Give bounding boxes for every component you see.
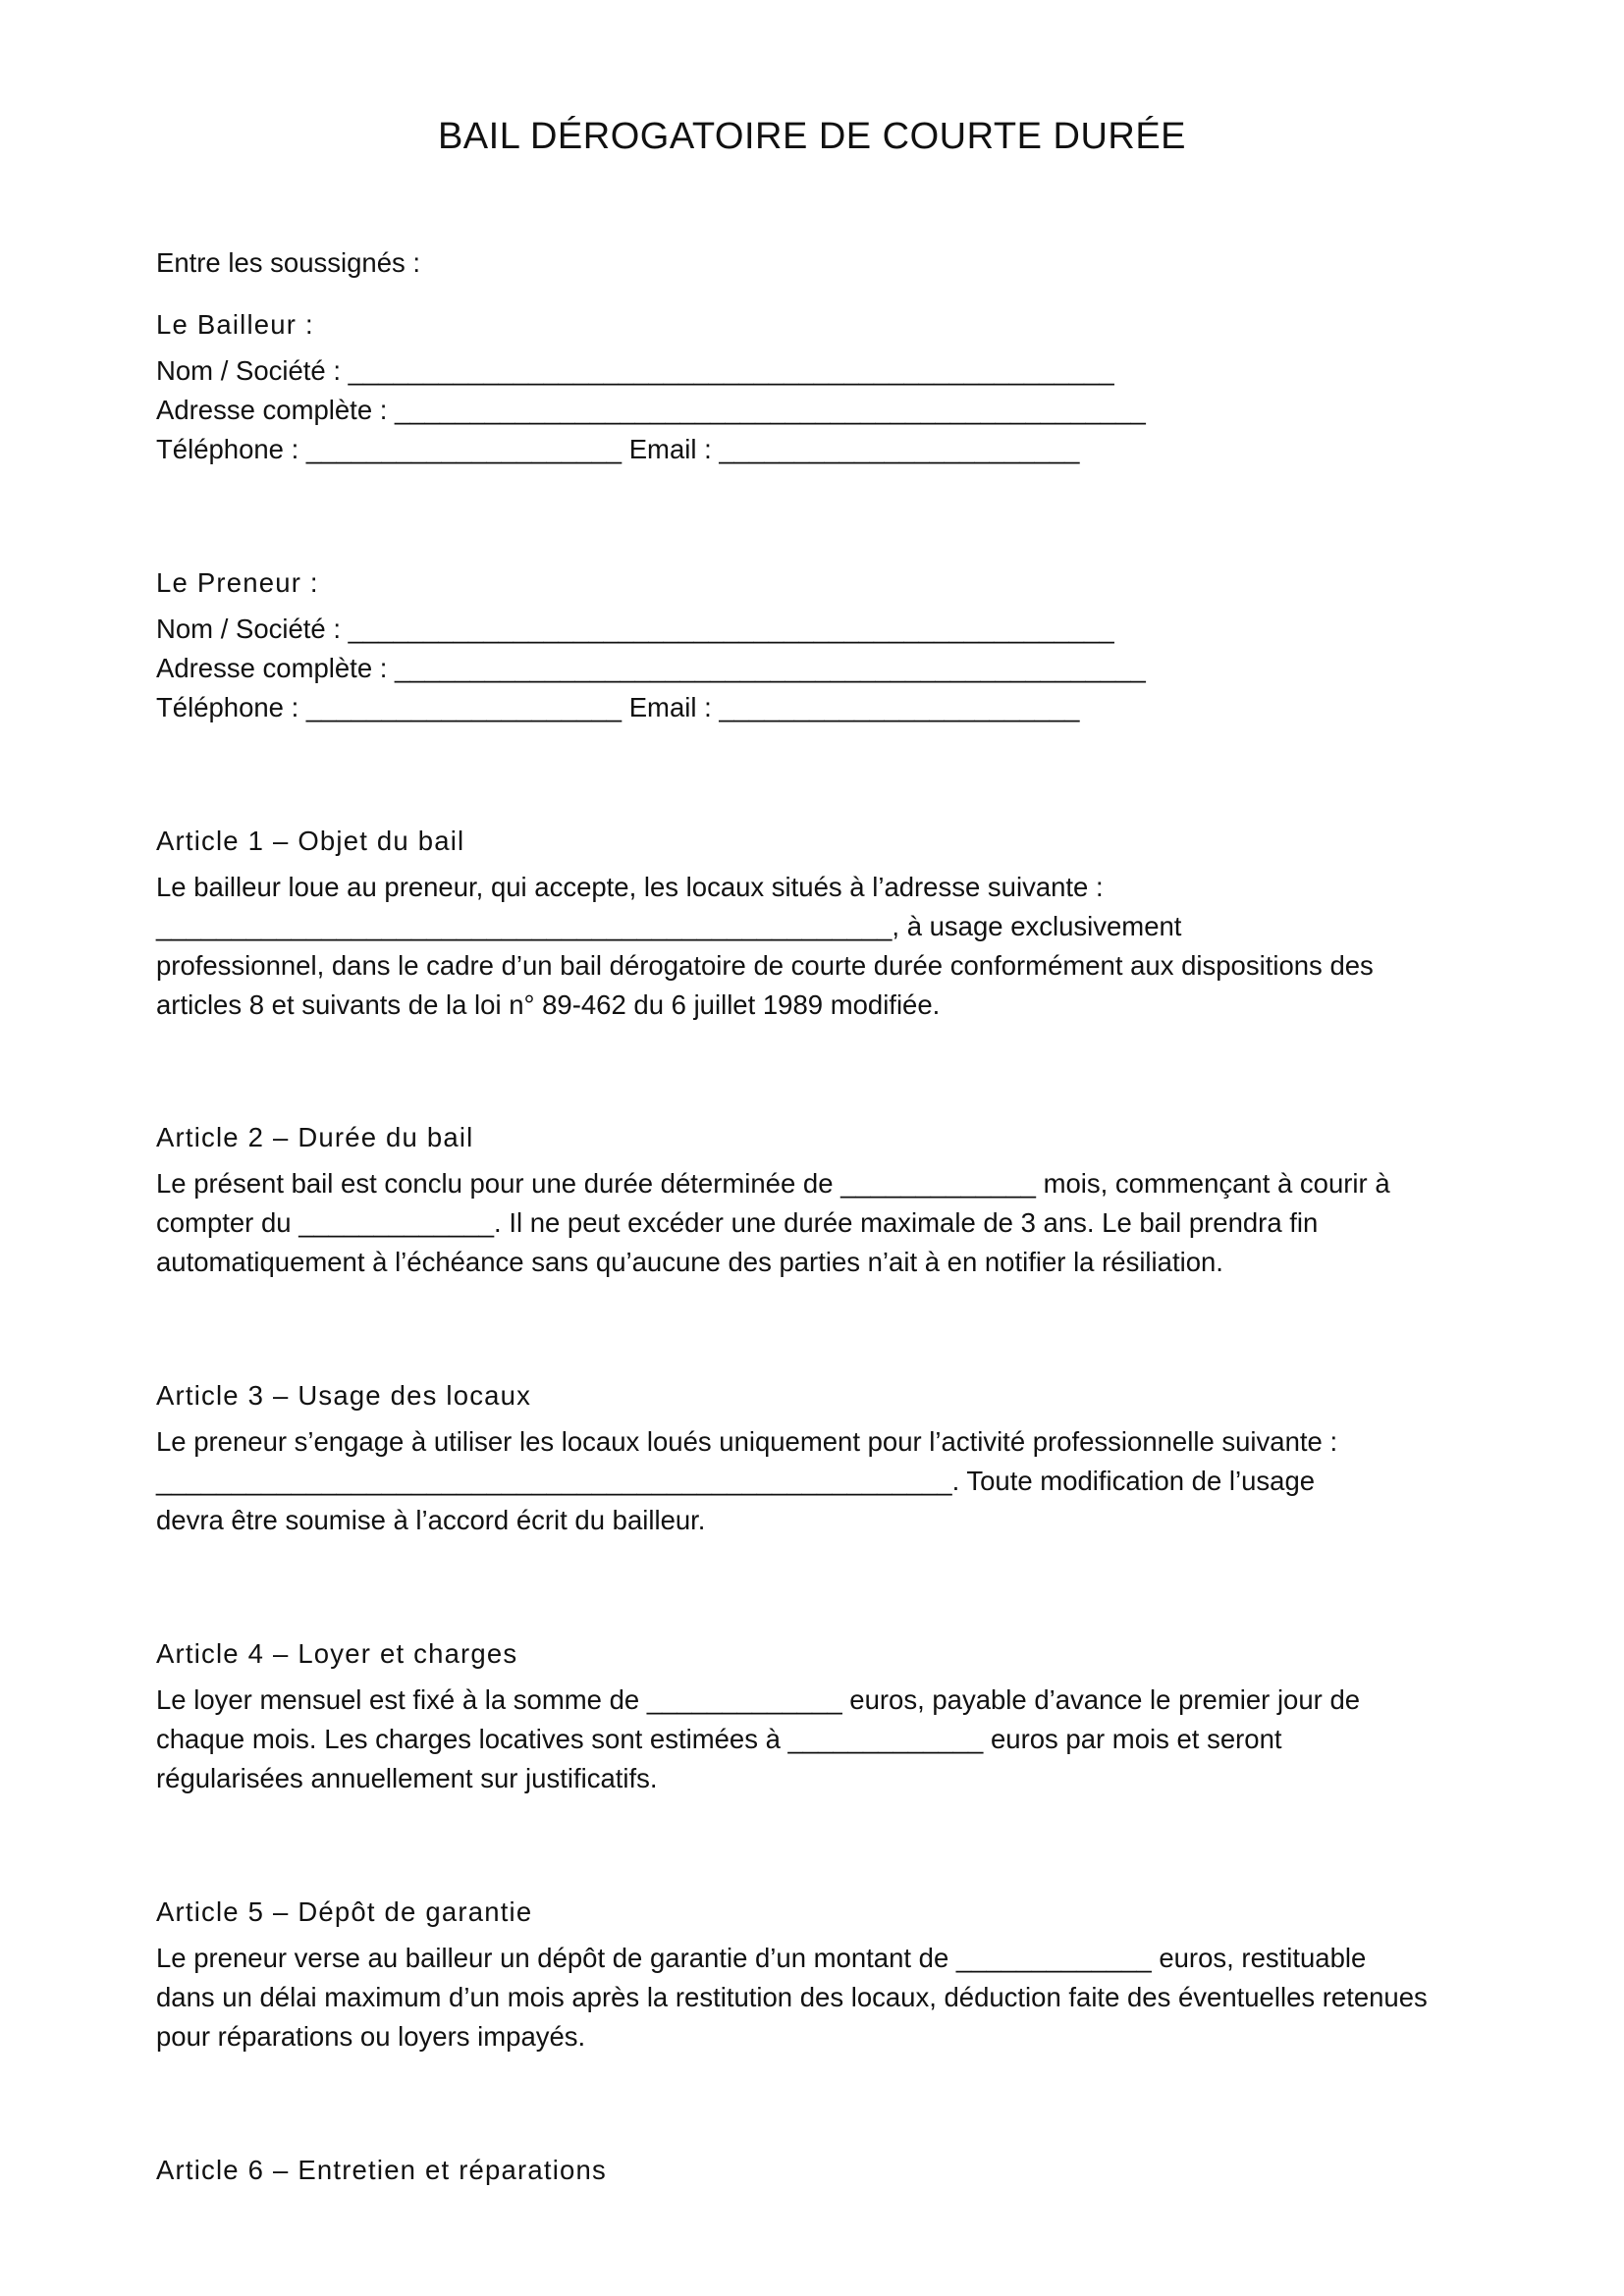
preneur-nom-field[interactable]: Nom / Société : ___________________________________________________ bbox=[156, 614, 1114, 644]
article-6-heading: Article 6 – Entretien et réparations bbox=[156, 2155, 607, 2185]
article-1-line: professionnel, dans le cadre d’un bail dérogatoire de courte durée conformément aux dispositions des bbox=[156, 950, 1374, 981]
article-4-line: régularisées annuellement sur justificatifs. bbox=[156, 1763, 658, 1793]
article-2-line[interactable]: compter du _____________. Il ne peut excéder une durée maximale de 3 ans. Le bail prendra fin bbox=[156, 1207, 1319, 1238]
article-1-line[interactable]: _________________________________________________, à usage exclusivement bbox=[156, 911, 1182, 941]
bailleur-contact-field[interactable]: Téléphone : _____________________ Email : ________________________ bbox=[156, 434, 1080, 464]
article-5-heading: Article 5 – Dépôt de garantie bbox=[156, 1896, 533, 1927]
bailleur-heading: Le Bailleur : bbox=[156, 309, 314, 340]
preneur-heading: Le Preneur : bbox=[156, 567, 319, 598]
preneur-adresse-field[interactable]: Adresse complète : __________________________________________________ bbox=[156, 653, 1146, 683]
bailleur-nom-field[interactable]: Nom / Société : ___________________________________________________ bbox=[156, 355, 1114, 386]
article-1-line: articles 8 et suivants de la loi n° 89-462 du 6 juillet 1989 modifiée. bbox=[156, 989, 941, 1020]
article-3-line: devra être soumise à l’accord écrit du bailleur. bbox=[156, 1505, 706, 1535]
article-5-line: pour réparations ou loyers impayés. bbox=[156, 2021, 586, 2052]
article-3-line[interactable]: _____________________________________________________. Toute modification de l’usage bbox=[156, 1466, 1316, 1496]
article-4-line[interactable]: chaque mois. Les charges locatives sont estimées à _____________ euros par mois et seront bbox=[156, 1724, 1282, 1754]
article-2-heading: Article 2 – Durée du bail bbox=[156, 1122, 474, 1152]
article-2-line[interactable]: Le présent bail est conclu pour une durée déterminée de _____________ mois, commençant à courir à bbox=[156, 1168, 1390, 1199]
document-title: BAIL DÉROGATOIRE DE COURTE DURÉE bbox=[437, 116, 1187, 157]
article-1-heading: Article 1 – Objet du bail bbox=[156, 826, 465, 856]
article-4-line[interactable]: Le loyer mensuel est fixé à la somme de _____________ euros, payable d’avance le premier jour de bbox=[156, 1684, 1361, 1715]
article-2-line: automatiquement à l’échéance sans qu’aucune des parties n’ait à en notifier la résiliation. bbox=[156, 1247, 1223, 1277]
article-3-heading: Article 3 – Usage des locaux bbox=[156, 1380, 532, 1411]
article-1-line: Le bailleur loue au preneur, qui accepte, les locaux situés à l’adresse suivante : bbox=[156, 872, 1104, 902]
preneur-contact-field[interactable]: Téléphone : _____________________ Email : ________________________ bbox=[156, 692, 1080, 722]
article-5-line[interactable]: Le preneur verse au bailleur un dépôt de garantie d’un montant de _____________ euros, restituable bbox=[156, 1943, 1367, 1973]
article-3-line: Le preneur s’engage à utiliser les locaux loués uniquement pour l’activité professionnelle suivante : bbox=[156, 1426, 1338, 1457]
bailleur-adresse-field[interactable]: Adresse complète : __________________________________________________ bbox=[156, 395, 1146, 425]
article-4-heading: Article 4 – Loyer et charges bbox=[156, 1638, 518, 1669]
intro-text: Entre les soussignés : bbox=[156, 247, 421, 278]
article-5-line: dans un délai maximum d’un mois après la restitution des locaux, déduction faite des éventuelles retenues bbox=[156, 1982, 1428, 2012]
